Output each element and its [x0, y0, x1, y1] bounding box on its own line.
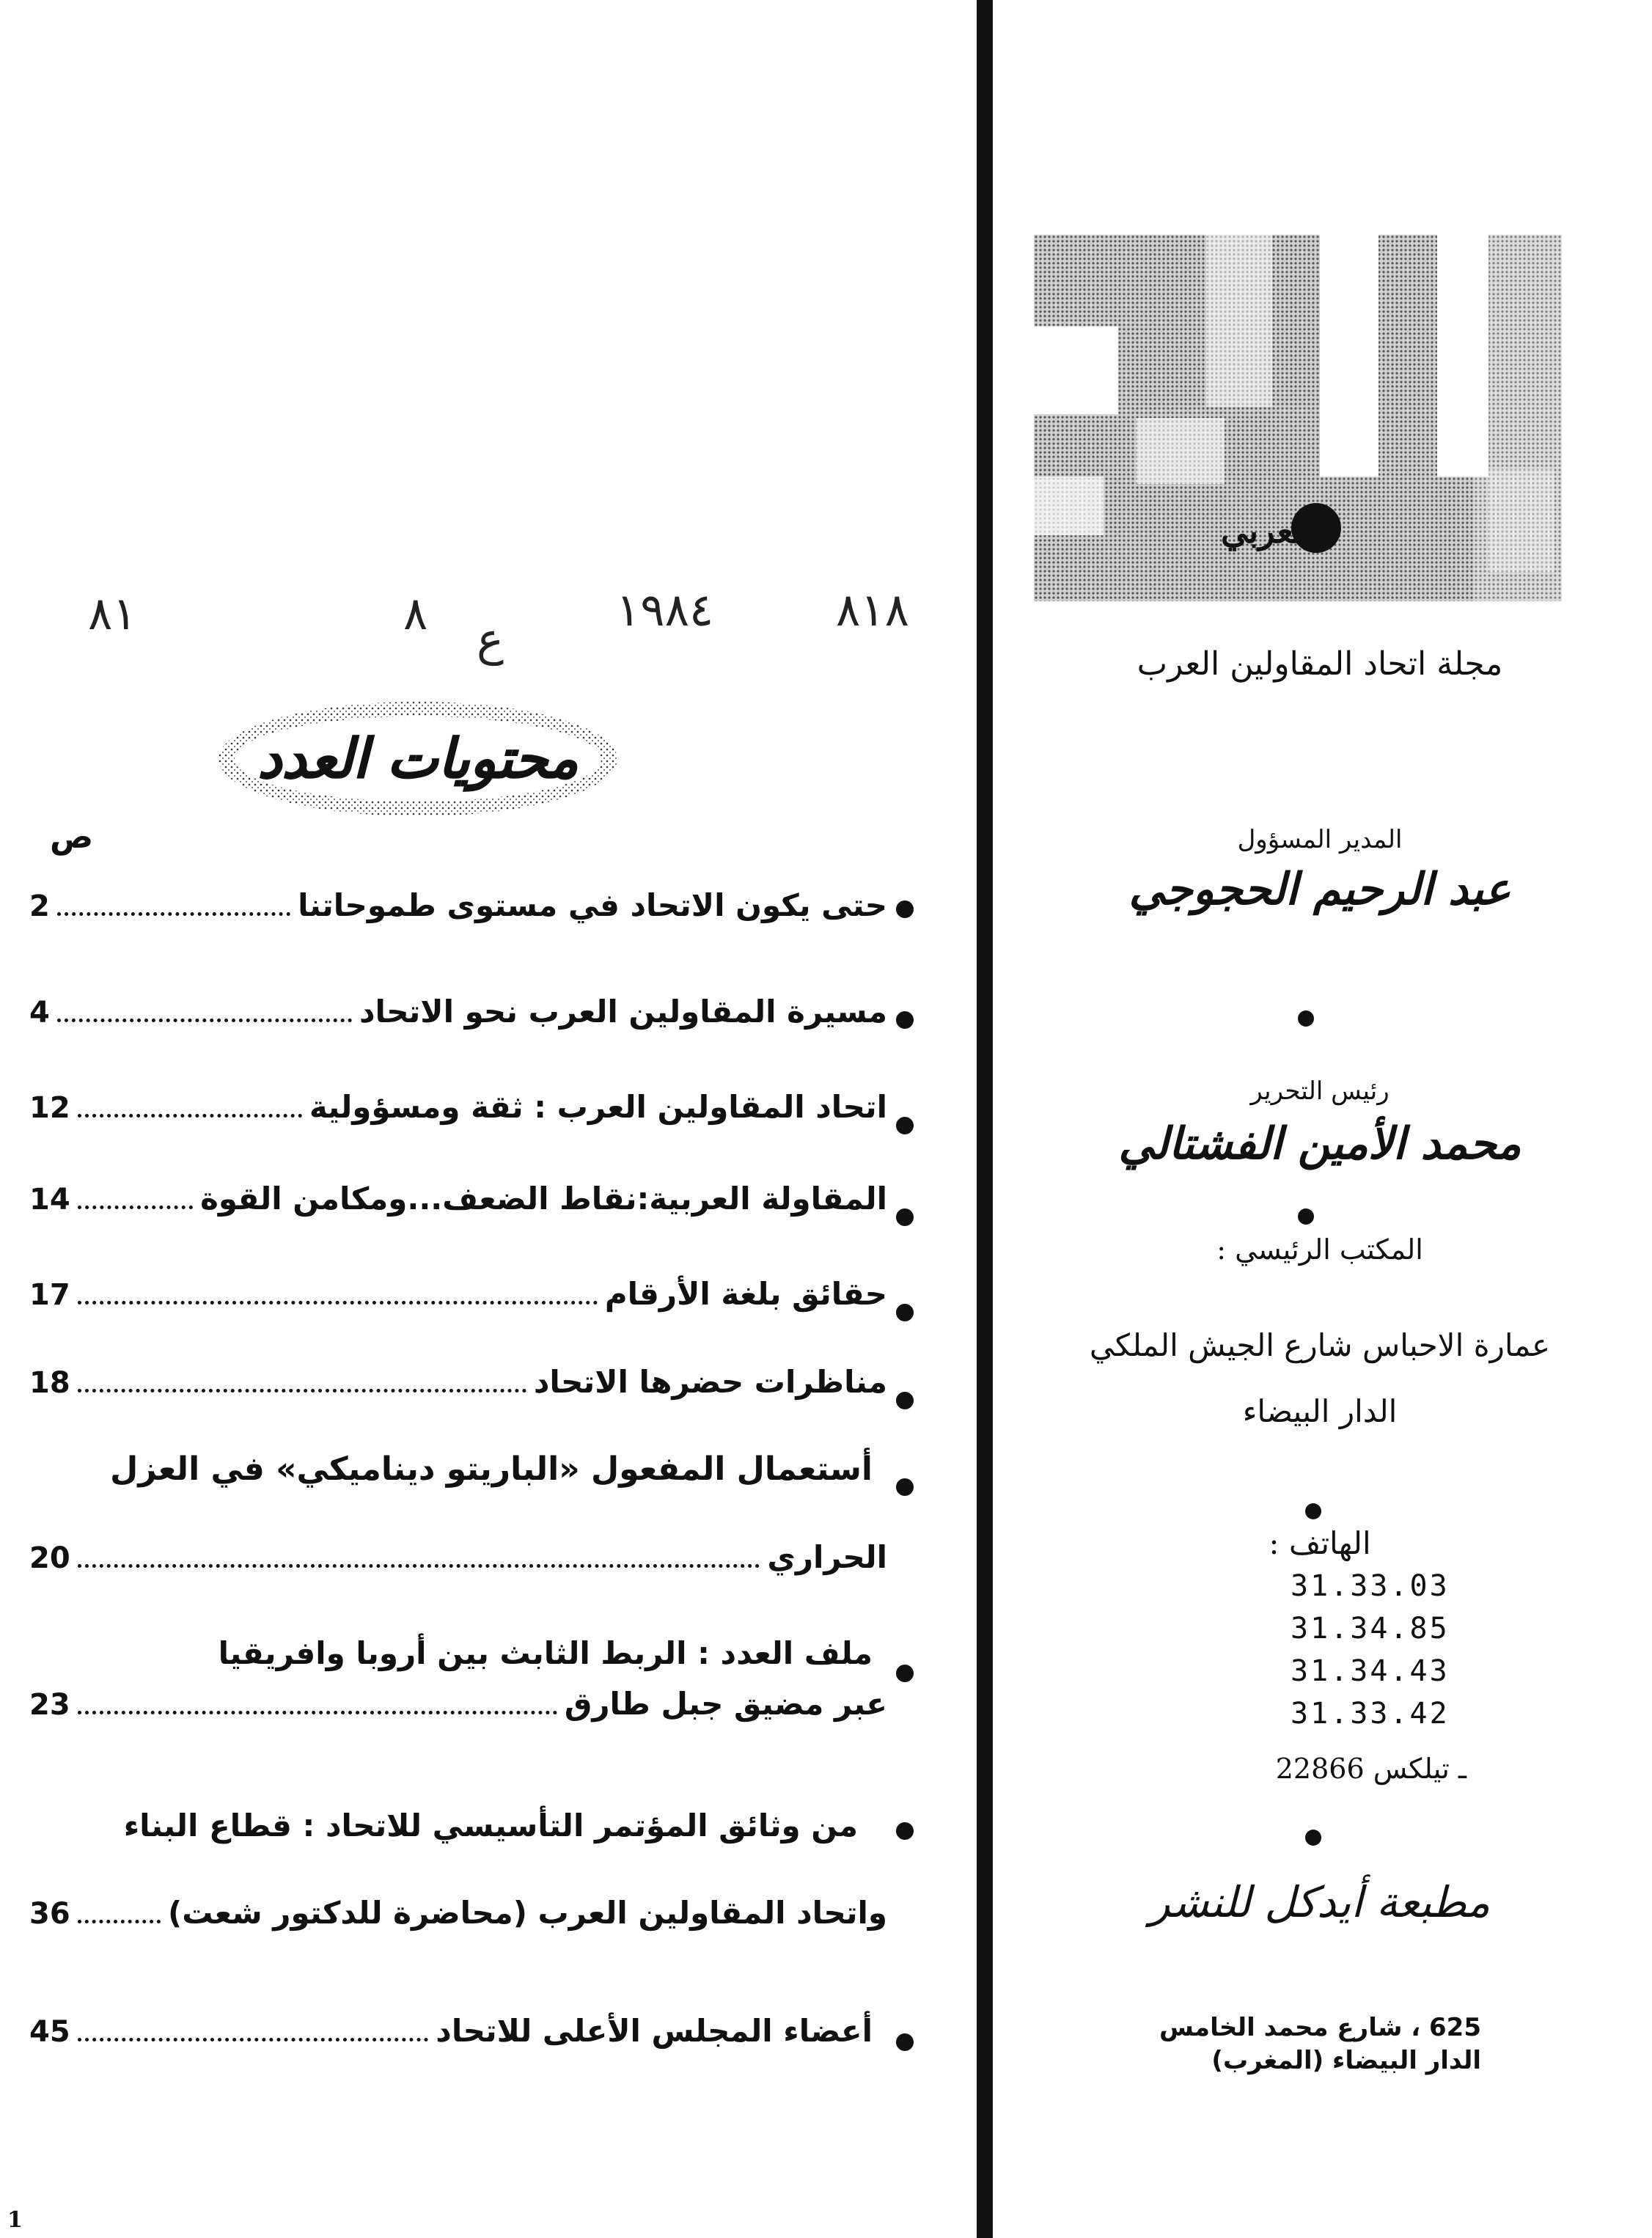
toc-page: 23	[29, 1688, 70, 1722]
printer-address-1: 625 ، شارع محمد الخامس	[1159, 2013, 1481, 2042]
toc-item	[29, 1181, 887, 1217]
logo-lettering: العربي	[1221, 511, 1313, 551]
toc-title-line-2: واتحاد المقاولين العرب (محاضرة للدكتور شعت)	[168, 1895, 887, 1931]
phone-number: 31.33.03	[1291, 1569, 1450, 1603]
toc-page: 2	[29, 889, 50, 923]
phone-number: 31.33.42	[1291, 1697, 1450, 1731]
dot-leader	[78, 2038, 429, 2041]
toc-page: 36	[29, 1897, 70, 1931]
toc-item	[29, 1089, 887, 1125]
toc-title-line-2: الحراري	[767, 1539, 887, 1575]
phone-number: 31.34.85	[1291, 1612, 1450, 1646]
bullet	[896, 1665, 914, 1682]
page-number: 1	[7, 2207, 23, 2233]
toc-item	[29, 1450, 887, 1575]
address-line-2: الدار البيضاء	[1242, 1393, 1398, 1429]
toc-item	[29, 887, 887, 923]
director-name: عبد الرحيم الحجوجي	[1128, 864, 1511, 915]
bullet	[896, 900, 914, 918]
separator-dot	[1305, 1503, 1321, 1519]
bullet	[896, 1117, 914, 1134]
toc-page: 12	[29, 1091, 70, 1125]
handwritten-note: ع	[477, 612, 504, 666]
toc-title-line-1: من وثائق المؤتمر التأسيسي للاتحاد : قطاع البناء	[123, 1808, 858, 1843]
toc-page: 45	[29, 2015, 70, 2049]
toc-item	[29, 994, 887, 1030]
page-column-label: ص	[50, 818, 94, 856]
toc-title-line-1: ملف العدد : الربط الثابث بين أروبا وافريقيا	[218, 1635, 873, 1671]
toc-item	[29, 2013, 887, 2049]
toc-title: مسيرة المقاولين العرب نحو الاتحاد	[359, 994, 887, 1030]
printer-name: مطبعة أيدكل للنشر	[1149, 1877, 1491, 1927]
handwritten-note: ١٩٨٤	[616, 583, 714, 636]
dot-leader	[57, 1019, 352, 1022]
phone-number: 31.34.43	[1291, 1654, 1450, 1688]
dot-leader	[78, 1301, 598, 1305]
toc-page: 4	[29, 996, 50, 1030]
magazine-logo	[1034, 235, 1562, 601]
bullet	[896, 1478, 914, 1496]
dot-leader	[78, 1389, 526, 1393]
editor-name: محمد الأمين الفشتالي	[1118, 1118, 1521, 1170]
toc-title-line-2: عبر مضيق جبل طارق	[564, 1686, 887, 1722]
editor-label: رئيس التحرير	[1250, 1076, 1389, 1106]
office-label: المكتب الرئيسي :	[1216, 1233, 1423, 1266]
toc-title: حتى يكون الاتحاد في مستوى طموحاتنا	[298, 887, 887, 923]
toc-page: 14	[29, 1183, 70, 1217]
toc-item	[29, 1364, 887, 1400]
toc-item	[29, 1808, 887, 1931]
dot-leader	[78, 1206, 193, 1209]
phone-label: الهاتف :	[1269, 1525, 1371, 1561]
dot-leader	[78, 1711, 557, 1714]
bullet	[896, 1822, 914, 1840]
toc-title: أعضاء المجلس الأعلى للاتحاد	[436, 2013, 873, 2049]
toc-title: مناظرات حضرها الاتحاد	[533, 1364, 887, 1400]
toc-page: 20	[29, 1541, 70, 1575]
magazine-tagline: مجلة اتحاد المقاولين العرب	[1137, 645, 1503, 683]
toc-title-line-1: أستعمال المفعول «الباريتو ديناميكي» في العزل	[110, 1450, 873, 1488]
bullet	[896, 1208, 914, 1226]
separator-dot	[1298, 1010, 1314, 1027]
director-label: المدير المسؤول	[1237, 825, 1403, 854]
toc-title: المقاولة العربية:نقاط الضعف...ومكامن القوة	[200, 1181, 887, 1217]
address-line-1: عمارة الاحباس شارع الجيش الملكي	[1089, 1327, 1551, 1363]
contents-heading-text: محتويات العدد	[257, 727, 579, 790]
dot-leader	[78, 1564, 760, 1568]
bullet	[896, 1011, 914, 1029]
toc-title: حقائق بلغة الأرقام	[604, 1276, 887, 1312]
bullet	[896, 1392, 914, 1409]
toc-page: 17	[29, 1278, 70, 1312]
toc-title: اتحاد المقاولين العرب : ثقة ومسؤولية	[309, 1089, 887, 1125]
dot-leader	[57, 912, 290, 916]
handwritten-note: ٨١	[88, 587, 137, 640]
toc-item	[29, 1635, 887, 1722]
telex: ـ تيلكس 22866	[1275, 1753, 1466, 1785]
separator-dot	[1298, 1208, 1314, 1225]
bullet	[896, 2033, 914, 2051]
bullet	[896, 1304, 914, 1321]
dot-leader	[78, 1920, 161, 1923]
separator-dot	[1305, 1830, 1321, 1846]
handwritten-note: ٨١٨	[836, 583, 909, 636]
toc-page: 18	[29, 1366, 70, 1400]
handwritten-note: ٨	[403, 587, 428, 640]
toc-item	[29, 1276, 887, 1312]
column-divider	[977, 0, 993, 2238]
printer-address-2: الدار البيضاء (المغرب)	[1211, 2046, 1481, 2075]
contents-heading	[213, 689, 623, 821]
dot-leader	[78, 1114, 302, 1118]
